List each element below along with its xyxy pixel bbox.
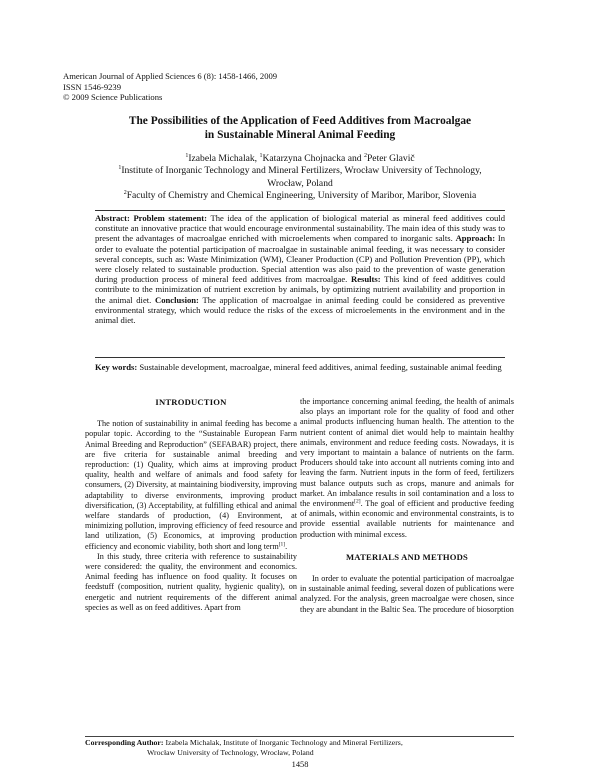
methods-paragraph-1: In order to evaluate the potential participation of macroalgae in sustainable animal feeding, several dozen of publications were analyzed. For the analysis, green macroalgae were chosen, since they are abundant in the Baltic Sea. The procedure of biosorption <box>300 574 514 614</box>
results-text: This kind of feed additives could contribute to the minimization of nutrient excretion by animals, by optimizing nutrient availability and proportion in the animal diet. <box>95 274 505 305</box>
page-number: 1458 <box>291 760 309 769</box>
author-block <box>60 153 540 203</box>
keywords <box>95 362 505 372</box>
affiliation-1-city: Wrocław, Poland <box>267 177 333 189</box>
affiliation-1: $^1$Institute of Inorganic Technology and Mineral Fertilizers, Wrocław University of Technology, <box>118 165 482 177</box>
corresponding-author-label: Corresponding Author: <box>85 738 164 747</box>
journal-header <box>63 71 277 103</box>
footer-rule <box>85 736 514 737</box>
results-label: Results: <box>351 274 381 285</box>
author-names: $^1$Izabela Michalak, $^1$Katarzyna Chojnacka and $^2$Peter Glavič <box>185 152 415 164</box>
abstract-bottom-rule <box>95 357 505 358</box>
right-column <box>300 397 514 615</box>
author-3: Peter Glavič <box>366 153 415 164</box>
citation-ref-1: [1] <box>278 540 286 547</box>
keywords-label: Key words: <box>95 362 138 372</box>
journal-citation: American Journal of Applied Sciences 6 (8): 1458-1466, 2009 <box>63 71 278 81</box>
introduction-heading: INTRODUCTION <box>155 397 227 407</box>
corresponding-author-line-1: Izabela Michalak, Institute of Inorganic Technology and Mineral Fertilizers, <box>165 738 403 747</box>
author-1: Izabela Michalak, <box>188 153 258 164</box>
journal-copyright: © 2009 Science Publications <box>63 92 163 103</box>
conclusion-text: The application of macroalgae in animal feeding could be considered as preventive environmental strategy, which would reduce the risks of the excess of microelements in the environment and in the animal diet. <box>95 294 505 326</box>
journal-issn: ISSN 1546-9239 <box>63 81 122 92</box>
paper-title <box>60 114 540 142</box>
intro-paragraph-2: In this study, three criteria with reference to sustainability were considered: the quality, the environment and economics. Animal feeding has influence on food quality. It focuses on feedstuff (composition, nutrient quality, hygienic quality), on energetic and nutrient requirements of the different animal species as well as on feed additives. Apart from <box>85 551 297 612</box>
corresponding-author-line-2: Wrocław University of Technology, Wrocław, Poland <box>147 747 314 757</box>
intro-paragraph-1: The notion of sustainability in animal feeding has become a popular topic. According to the “Sustainable European Farm Animal Breeding and Reproduction” (SEFABAR) project, there are five criteria for sustainable animal breeding and reproduction: (1) Quality, which aims at improving product quality, health and welfare of animals and food safety for consumers, (2) Diversity, at maintaining biodiversity, improving adaptability to diverse environments, improving product diversification, (3) Acceptability, at fulfilling ethical and animal welfare standards of production, (4) Environment, at minimizing pollution, improving efficiency of feed resource and land utilization, (5) Economics, at improving production efficiency and economic viability, both short and long term[1]. <box>85 419 297 551</box>
corresponding-author <box>85 738 514 757</box>
materials-methods-heading: MATERIALS AND METHODS <box>346 551 468 562</box>
title-line-1: The Possibilities of the Application of Feed Additives from Macroalgae <box>128 115 472 127</box>
abstract-top-rule <box>95 210 505 211</box>
abstract-label: Abstract: <box>95 213 130 223</box>
problem-statement-text: The idea of the application of biological material as mineral feed additives could constitute an innovative practice that would encourage environmental sustainability. The main idea of this study was to present the advantages of macroalgae enriched with microelements when compared to inorganic salts. <box>95 213 505 244</box>
affiliation-2: $^2$Faculty of Chemistry and Chemical Engineering, University of Maribor, Maribor, Slovenia <box>123 190 477 202</box>
problem-statement-label: Problem statement: <box>133 213 208 223</box>
keywords-text: Sustainable development, macroalgae, mineral feed additives, animal feeding, sustainable animal feeding <box>139 362 502 372</box>
title-line-2: in Sustainable Mineral Animal Feeding <box>204 129 396 141</box>
approach-text: In order to evaluate the potential participation of macroalgae in sustainable animal feeding, it was necessary to consider several concepts, such as: Waste Minimization (WM), Cleaner Production (CP) and Pollution Prevention (PP), which were closely related to sustainable production. Special attention was also paid to the prevention of waste generation during production process of mineral feed additives from macroalgae. <box>95 233 506 285</box>
conclusion-label: Conclusion: <box>154 294 199 305</box>
intro-paragraph-3: the importance concerning animal feeding, the health of animals also plays an important role for the quality of food and other animal products influencing human health. The attention to the nutrient content of animal diet would help to maintain healthy animals, environment and reduce feeding costs. Nowadays, it is very important to maintain a balance of nutrients on the farm. Producers should take into account all nutrients coming into and leaving the farm. Nutrient inputs in the form of feed, fertilizers must balance outputs such as crops, manure and animals for market. An imbalance results in soil contamination and a loss to the environment[2]. The goal of efficient and productive feeding of animals, within economic and environmental constraints, is to provide essential available nutrients for maintenance and production with minimal excess. <box>300 397 514 539</box>
left-column <box>85 397 297 613</box>
abstract <box>95 213 505 325</box>
citation-ref-2: [2] <box>354 498 361 505</box>
approach-label: Approach: <box>455 233 496 244</box>
author-2: Katarzyna Chojnacka and <box>262 153 362 164</box>
